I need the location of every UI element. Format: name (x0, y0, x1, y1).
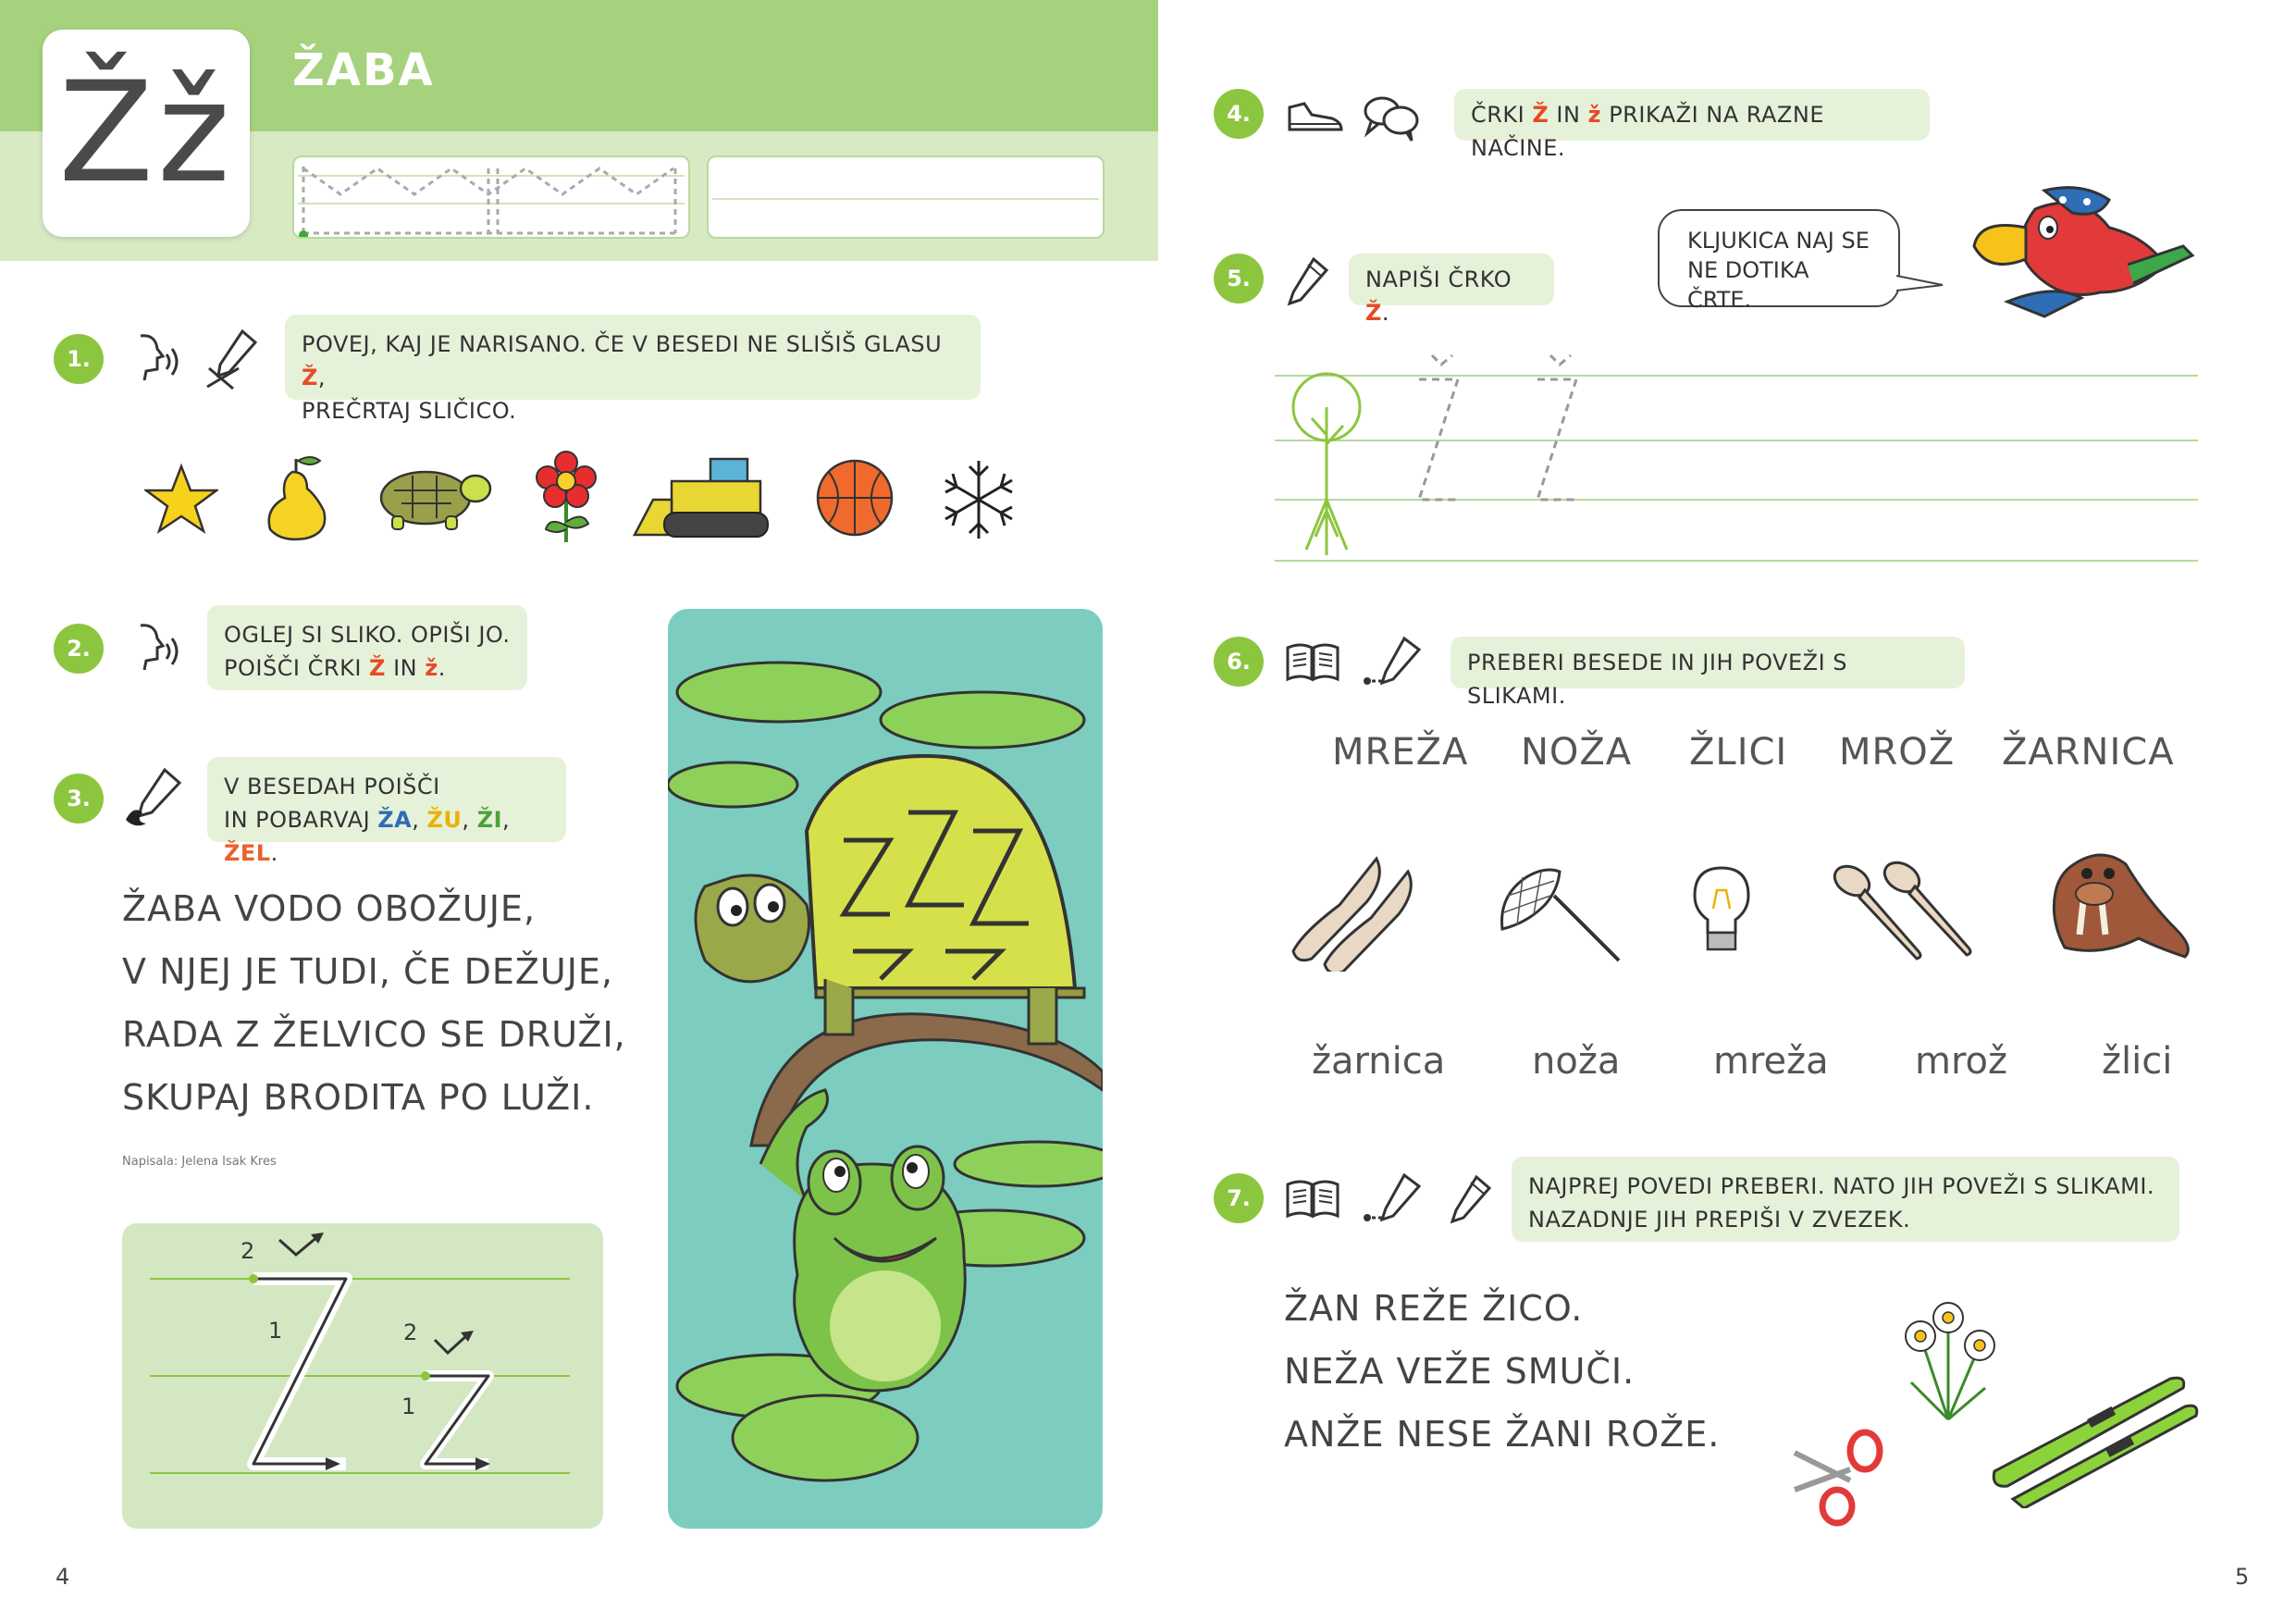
spoons-picture[interactable] (1828, 861, 1976, 962)
stroke-number: 2 (403, 1319, 418, 1345)
speech-bubbles-icon (1360, 91, 1421, 142)
task-number-3: 3. (54, 774, 104, 824)
poem-line-3: RADA Z ŽELVICO SE DRUŽI, (122, 1014, 626, 1055)
task5-instruction: NAPIŠI ČRKO Ž. (1349, 254, 1554, 305)
word-upper[interactable]: ŽLICI (1689, 731, 1788, 774)
page-title: ŽABA (292, 44, 435, 96)
task2-instruction: OGLEJ SI SLIKO. OPIŠI JO. POIŠČI ČRKI Ž IN ž. (207, 605, 527, 690)
task-number-1: 1. (54, 334, 104, 384)
stroke-number: 2 (241, 1238, 255, 1264)
word-upper[interactable]: NOŽA (1521, 731, 1633, 774)
letter-glyph: Žž (58, 53, 234, 214)
task-number-2: 2. (54, 624, 104, 674)
task6-instruction: PREBERI BESEDE IN JIH POVEŽI S SLIKAMI. (1450, 637, 1965, 688)
speak-icon (122, 618, 181, 674)
basketball-picture[interactable] (814, 457, 895, 539)
writing-lines (709, 157, 1103, 237)
pear-picture[interactable] (259, 452, 335, 544)
task-number-5: 5. (1214, 254, 1264, 304)
word-lower[interactable]: žlici (2102, 1040, 2173, 1083)
pond-scene (668, 609, 1103, 1529)
connect-pencil-icon (1364, 1171, 1428, 1225)
speech-bubble-tail (1896, 270, 1946, 298)
coloring-pencil-icon (122, 764, 187, 829)
handwriting-lines[interactable] (1273, 352, 2200, 566)
star-picture[interactable] (144, 463, 218, 537)
lightbulb-picture[interactable] (1689, 862, 1754, 955)
stroke-order-box (122, 1223, 603, 1529)
skis-picture[interactable] (1985, 1369, 2200, 1508)
stroke-number: 1 (401, 1394, 416, 1419)
scissors-picture[interactable] (1785, 1425, 1896, 1527)
poem-author: Napisala: Jelena Isak Kres (122, 1155, 277, 1169)
page-number-right: 5 (2235, 1564, 2250, 1590)
sentence-1: ŽAN REŽE ŽICO. (1284, 1288, 1584, 1329)
task-number-4: 4. (1214, 89, 1264, 139)
flower-picture[interactable] (533, 450, 599, 546)
walrus-picture[interactable] (2046, 846, 2194, 972)
poem-line-2: V NJEJ JE TUDI, ČE DEŽUJE, (122, 951, 613, 992)
word-lower[interactable]: žarnica (1312, 1040, 1446, 1083)
turtle-frog-illustration (668, 609, 1103, 1529)
speak-icon (122, 328, 181, 384)
connect-pencil-icon (1364, 635, 1428, 688)
word-lower[interactable]: mrož (1915, 1040, 2007, 1083)
poem-line-4: SKUPAJ BRODITA PO LUŽI. (122, 1077, 595, 1118)
word-upper[interactable]: MREŽA (1332, 731, 1469, 774)
pencil-icon (1286, 255, 1330, 307)
book-icon (1284, 1177, 1341, 1220)
pencil-icon (1449, 1173, 1493, 1225)
knives-picture[interactable] (1284, 849, 1423, 972)
book-icon (1284, 640, 1341, 683)
word-upper[interactable]: MROŽ (1839, 731, 1956, 774)
cross-out-pencil-icon (202, 326, 263, 390)
page-number-left: 4 (56, 1564, 70, 1590)
task1-instruction: POVEJ, KAJ JE NARISANO. ČE V BESEDI NE SLIŠIŠ GLASU Ž, PREČRTAJ SLIČICO. (285, 315, 981, 400)
stroke-order-diagram (122, 1223, 603, 1529)
bulldozer-picture[interactable] (631, 453, 772, 542)
stroke-number: 1 (268, 1318, 283, 1344)
turtle-picture[interactable] (376, 463, 492, 533)
letter-card (43, 30, 250, 237)
poem-line-1: ŽABA VODO OBOŽUJE, (122, 888, 537, 929)
task4-instruction: ČRKI Ž IN ž PRIKAŽI NA RAZNE NAČINE. (1454, 89, 1930, 141)
task-number-7: 7. (1214, 1173, 1264, 1223)
writing-box-dashed[interactable] (292, 155, 690, 239)
shoe-icon (1284, 98, 1345, 135)
sentence-2: NEŽA VEŽE SMUČI. (1284, 1351, 1636, 1392)
snowflake-picture[interactable] (936, 457, 1021, 542)
speech-bubble: KLJUKICA NAJ SE NE DOTIKA ČRTE. (1658, 209, 1900, 307)
word-lower[interactable]: noža (1532, 1040, 1621, 1083)
sentence-3: ANŽE NESE ŽANI ROŽE. (1284, 1414, 1721, 1455)
task3-instruction: V BESEDAH POIŠČI IN POBARVAJ ŽA, ŽU, ŽI, ŽEL. (207, 757, 566, 842)
word-upper[interactable]: ŽARNICA (2002, 731, 2175, 774)
dashed-writing-guide (294, 157, 688, 237)
writing-box-empty[interactable] (707, 155, 1105, 239)
task7-instruction: NAJPREJ POVEDI PREBERI. NATO JIH POVEŽI S SLIKAMI. NAZADNJE JIH PREPIŠI V ZVEZEK. (1512, 1157, 2179, 1242)
word-lower[interactable]: mreža (1713, 1040, 1829, 1083)
parrot-mascot (1970, 181, 2202, 320)
net-picture[interactable] (1489, 859, 1628, 970)
task-number-6: 6. (1214, 637, 1264, 687)
